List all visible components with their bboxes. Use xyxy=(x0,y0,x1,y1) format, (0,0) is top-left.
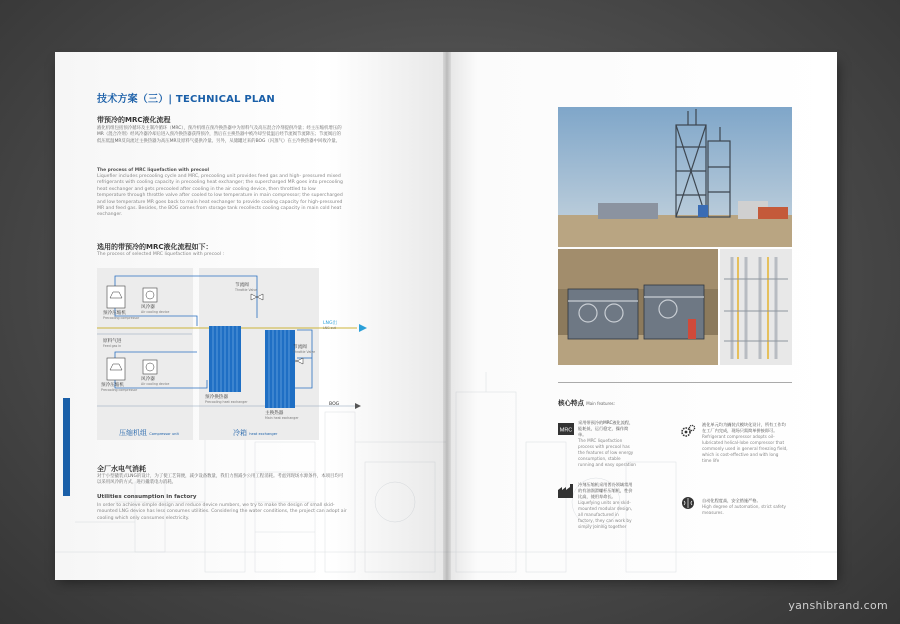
feature-2-en: Refrigerant compressor adopts oil-lubricated helical-lobe compressor that commonly used in general freezing field, which is cost-effective and with long time life xyxy=(702,434,788,463)
feature-4 xyxy=(702,498,788,516)
lng-out-label: LNG出 LNG out xyxy=(323,321,338,330)
svg-text:MRC: MRC xyxy=(559,427,573,434)
process-diagram xyxy=(97,268,340,440)
section1-en-title: The process of MRC liquefaction with precool xyxy=(97,168,209,173)
main-hx-label: 主换热器 Main heat exchanger xyxy=(265,411,299,420)
precool-hx-label: 预冷换热器 Precooling heat exchanger xyxy=(205,395,248,404)
throttle-valve-label: 节流阀 Throttle Valve xyxy=(235,283,258,292)
section3-en-text: In order to achieve simple design and reduce device numbers, we try to make the design of small skid-mounted LNG device has less consumes utilities. Considering the water conditions, the project can adopt air cooling which only consumes electricity. xyxy=(97,503,347,521)
precooling-heat-exchanger xyxy=(209,326,241,392)
watermark: yanshibrand.com xyxy=(788,599,888,612)
section3-cn-text: 对于小型撬装式LNG的设计，为了使工艺简便，减少设备数量，我们力图减少公用工程消耗。考虑到现场水源条件，本项目均可以采用风冷的方式，进行撬装电力消耗。 xyxy=(97,474,344,486)
section1-en-text: Liquefier includes precooling cycle and MRC, precooling unit provides feed gas and high- pressured mixed refrigerants with cooling capacity in precooling heat exchanger; the supercharged MR goes into precooling heat exchanger and gets precooled after cooling in the air cooling device, then throttled to low temperature through throttle valve after cooled to low temperature in main compressor; the supercharged and low temperature MR goes back to main heat exchanger to provide cooling capacity for high-pressured MR and feed gas. Besides, the BOG comes from storage tank recollects cooling capacity in main cold heat exchanger. xyxy=(97,174,343,218)
zone1-label: 压缩机组 Compressor unit xyxy=(119,429,179,437)
page-heading: 技术方案（三）| TECHNICAL PLAN xyxy=(97,94,275,105)
brochure-spread xyxy=(55,52,837,580)
feature-3 xyxy=(578,482,636,530)
brain-icon xyxy=(680,496,696,510)
main-compressor-label: 预冷压缩机 Precooling compressor xyxy=(101,383,138,392)
zone2-label: 冷箱 heat exchanger xyxy=(233,429,278,437)
left-page xyxy=(55,52,446,580)
features-title: 核心特点 Main features: xyxy=(558,399,615,407)
air-cooler-label: 风冷器 Air cooling device xyxy=(141,305,170,314)
feature-2-cn: 液化单元均为撬装式模块化设计，所有工作均在工厂内完成，现场只需简单拼接即可。 xyxy=(702,422,786,433)
accent-bar xyxy=(63,398,70,496)
feed-gas-label: 原料气进 Feed gas in xyxy=(103,339,122,348)
plant-photo-main xyxy=(558,107,792,247)
feature-4-cn: 自动化程度高，安全措施严格。 xyxy=(702,498,761,503)
feature-2 xyxy=(702,422,788,464)
industrial-sketch-background xyxy=(446,352,837,580)
section1-title: 带预冷的MRC液化流程 xyxy=(97,116,171,124)
gears-icon xyxy=(680,424,696,438)
feature-3-en: Liquefying units are skid-mounted modular design, all manufactured in factory, they can work by simply joining together xyxy=(578,500,633,529)
section3-en-title: Utilities consumption in factory xyxy=(97,494,197,500)
precool-compressor-label: 预冷压缩机 Precooling compressor xyxy=(103,311,140,320)
feature-1 xyxy=(578,420,636,468)
mrc-icon xyxy=(558,422,574,436)
main-heat-exchanger xyxy=(265,330,295,408)
feature-1-en: The MRC liquefaction process with precool has the features of low energy consumption, stable running and easy operation xyxy=(578,438,636,467)
air-cooler2-label: 风冷器 Air cooling device xyxy=(141,377,170,386)
feature-4-en: High degree of automation, strict safety measures. xyxy=(702,504,786,515)
factory-icon xyxy=(558,484,574,498)
bog-label: BOG xyxy=(329,402,340,407)
section2-title: 选用的带预冷的MRC液化流程如下： xyxy=(97,243,213,251)
plant-photo-coldbox xyxy=(720,249,792,365)
book-spine xyxy=(443,52,451,580)
plant-photo-skid xyxy=(558,249,718,365)
section1-cn-text: 液化机组包括预冷循环及主制冷循环（MRC），预冷机组在预冷换热器中为原料气及高压混合冷剂提供冷量；经主压缩机增压的MR（混合冷剂）经风冷器冷却后进入预冷换热器获得预冷，然后在主换热器中被冷却至低温后经节流阀节流降压；节流阀后的低压低温MR反向流过主换热器为高压MR及原料气提供冷量。另外，从储罐过来的BOG（闪蒸气）在主冷换热器中回收冷量。 xyxy=(97,126,342,144)
feature-3-cn: 冷剂压缩机采用普冷领域常用的有油润滑螺杆压缩机，性价比高，使用寿命长。 xyxy=(578,482,633,499)
section2-en-text: The process of selected MRC liquefaction with precool : xyxy=(97,252,225,257)
right-page xyxy=(446,52,837,580)
throttle-valve2-label: 节流阀 Throttle Valve xyxy=(293,345,316,354)
feature-1-cn: 采用带预冷的MRC液化流程，能耗低，运行稳定，操作简单。 xyxy=(578,420,634,437)
divider xyxy=(558,382,792,383)
section3-title: 全厂水电气消耗 xyxy=(97,465,146,473)
